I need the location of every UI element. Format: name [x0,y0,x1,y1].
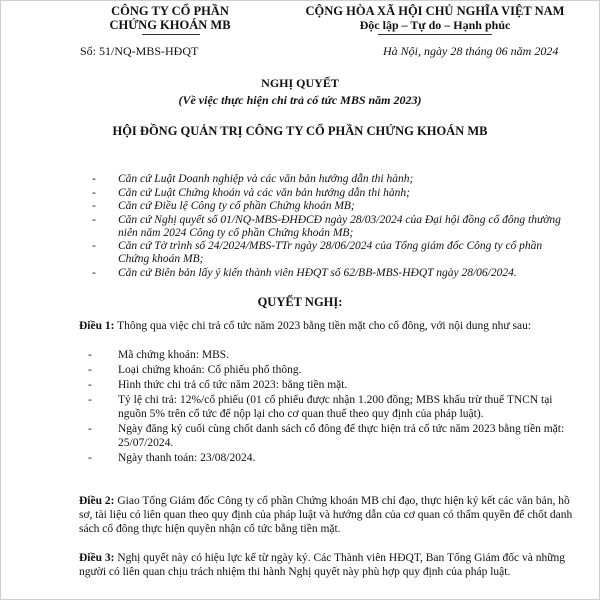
bullet-dash: - [88,349,92,361]
article-3-label: Điều 3: [79,552,115,564]
bullet-dash: - [92,200,96,212]
article-1 [79,319,574,333]
article-1-text: Thông qua việc chi trả cổ tức năm 2023 bằng tiền mặt cho cổ đông, với nội dung như sau: [114,320,532,332]
article-2-label: Điều 2: [79,495,115,507]
bullet-dash: - [92,240,96,252]
legal-basis-item [92,187,562,200]
article-1-item-text: Mã chứng khoán: MBS. [118,349,230,361]
article-1-item-text: Ngày đăng ký cuối cùng chốt danh sách cổ đông để thực hiện trả cổ tức năm 2023 bằng tiền mặt: 25/07/2024. [118,423,565,449]
legal-basis-text: Căn cứ Luật Doanh nghiệp và các văn bản hướng dẫn thi hành; [118,173,414,185]
document-subtitle: (Về việc thực hiện chi trả cổ tức MBS năm 2023) [178,93,422,107]
article-1-item [88,378,574,392]
article-3 [79,551,574,579]
bullet-dash: - [88,423,92,435]
bullet-dash: - [92,213,96,226]
bullet-dash: - [88,379,92,391]
bullet-dash: - [92,186,96,199]
article-1-item [88,451,574,465]
article-1-label: Điều 1: [79,320,115,332]
legal-basis-item [92,240,562,266]
article-1-item [88,393,574,421]
company-header [90,4,250,32]
bullet-dash: - [88,452,92,464]
legal-basis-item [92,173,562,186]
bullet-dash: - [88,394,92,406]
company-name-line2: CHỨNG KHOÁN MB [109,18,231,32]
legal-basis-text: Căn cứ Điều lệ Công ty cổ phần Chứng khoán MB; [118,200,355,212]
legal-basis-text: Căn cứ Nghị quyết số 01/NQ-MBS-ĐHĐCĐ ngày 28/03/2024 của Đại hội đồng cổ đông thường niên năm 2024 Công ty cổ phần Chứng khoán MB; [118,213,561,239]
document-number: Số: 51/NQ-MBS-HĐQT [80,44,199,58]
legal-basis-text: Căn cứ Biên bản lấy ý kiến thành viên HĐQT số 62/BB-MBS-HĐQT ngày 28/06/2024. [118,266,517,279]
issuing-board: HỘI ĐỒNG QUẢN TRỊ CÔNG TY CỔ PHẦN CHỨNG KHOÁN MB [112,124,488,138]
bullet-dash: - [92,173,96,185]
national-header [280,4,590,32]
decision-heading: QUYẾT NGHỊ: [257,295,343,309]
legal-basis-text: Căn cứ Tờ trình số 24/2024/MBS-TTr ngày 28/06/2024 của Tổng giám đốc Công ty cổ phần Chứng khoán MB; [118,240,543,265]
article-1-item [88,422,574,450]
company-name-line1: CÔNG TY CỔ PHẦN [111,4,229,18]
article-2 [79,494,574,536]
company-underline [142,34,200,35]
legal-basis-list [92,173,562,280]
nation-title: CỘNG HÒA XÃ HỘI CHỦ NGHĨA VIỆT NAM [305,4,565,18]
article-1-item-text: Hình thức chi trả cổ tức năm 2023: bằng tiền mặt. [118,379,348,391]
legal-basis-item [92,267,562,280]
article-1-item-text: Ngày thanh toán: 23/08/2024. [118,452,256,464]
article-1-item [88,348,574,362]
article-2-text: Giao Tổng Giám đốc Công ty cổ phần Chứng khoán MB chỉ đạo, thực hiện ký kết các văn bản, hồ sơ, tài liệu có liên quan theo quy định của pháp luật và hướng dẫn của cơ quan có thẩm quyền để chốt danh sách cổ đông thực hiện quyền nhận cổ tức bằng tiền mặt. [79,495,573,535]
article-1-item-text: Loại chứng khoán: Cổ phiếu phổ thông. [118,364,302,376]
article-1-items [88,348,574,466]
motto-underline [378,34,492,35]
legal-basis-item [92,200,562,213]
article-1-item-text: Tỷ lệ chi trả: 12%/cổ phiếu (01 cổ phiếu được nhận 1.200 đồng; MBS khấu trừ thuế TNCN tại nguồn 5% trên cổ tức để nộp lại cho cơ quan thuế theo quy định của pháp luật). [118,394,553,420]
nation-motto: Độc lập – Tự do – Hạnh phúc [359,18,511,32]
article-1-item [88,363,574,377]
legal-basis-item [92,214,562,240]
document-title: NGHỊ QUYẾT [261,76,339,90]
legal-basis-text: Căn cứ Luật Chứng khoán và các văn bản hướng dẫn thi hành; [118,186,410,199]
bullet-dash: - [88,364,92,376]
article-3-text: Nghị quyết này có hiệu lực kể từ ngày ký. Các Thành viên HĐQT, Ban Tổng Giám đốc và những người có liên quan chịu trách nhiệm thi hành Nghị quyết này phù hợp quy định của pháp luật. [79,552,565,578]
bullet-dash: - [92,266,96,279]
place-date: Hà Nội, ngày 28 tháng 06 năm 2024 [383,44,559,58]
